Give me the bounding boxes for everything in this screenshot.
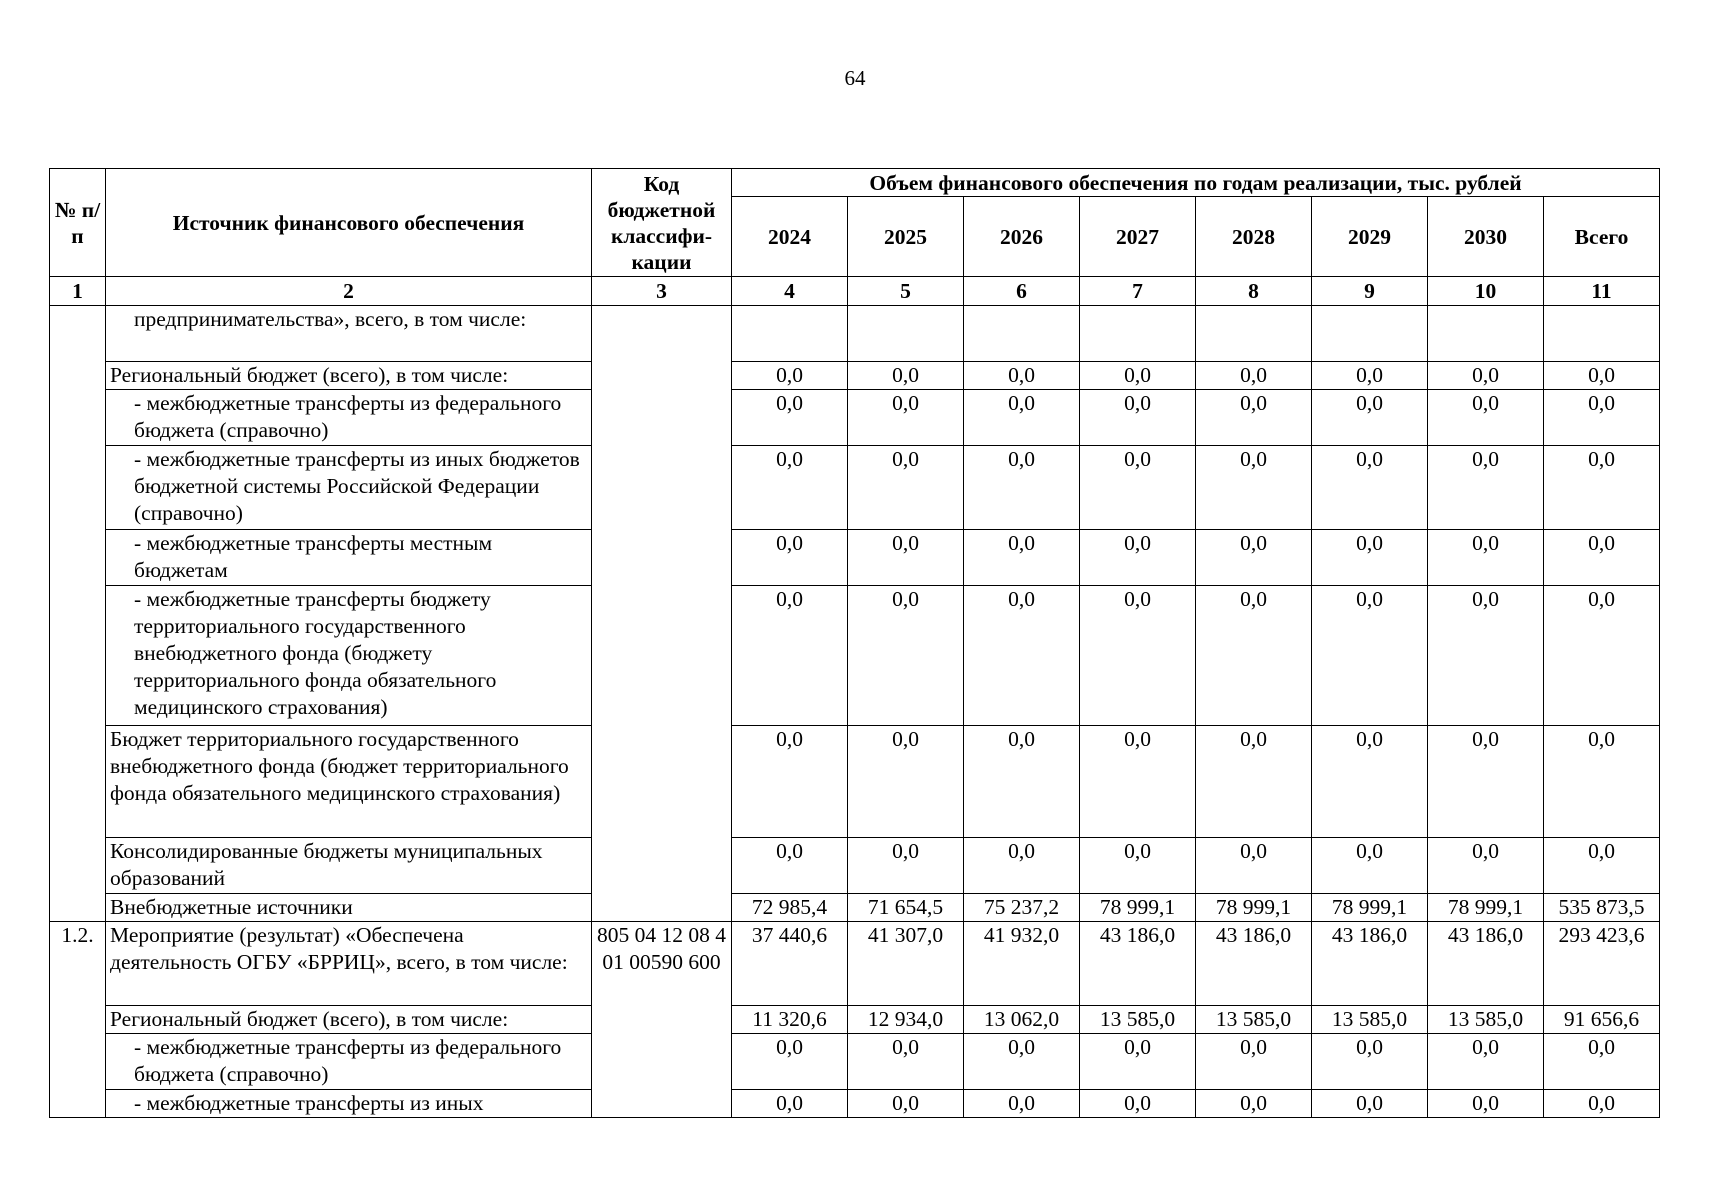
table-row [50, 362, 1660, 390]
cell-value: 0,0 [1196, 1090, 1312, 1118]
header-total: Всего [1544, 197, 1660, 277]
cell-value: 0,0 [1428, 530, 1544, 586]
cell-value: 78 999,1 [1196, 894, 1312, 922]
table-row [50, 838, 1660, 894]
cell-value: 0,0 [1196, 1034, 1312, 1090]
cell-value: 0,0 [964, 390, 1080, 446]
cell-value: 43 186,0 [1196, 922, 1312, 1006]
cell-value: 0,0 [1428, 586, 1544, 726]
cell-value: 72 985,4 [732, 894, 848, 922]
cell-value: 0,0 [1544, 726, 1660, 838]
column-number: 11 [1544, 277, 1660, 306]
column-number: 2 [106, 277, 592, 306]
cell-value: 0,0 [1312, 1034, 1428, 1090]
cell-value: 0,0 [848, 586, 964, 726]
cell-value: 0,0 [964, 530, 1080, 586]
cell-value [1312, 306, 1428, 362]
page-number: 64 [844, 66, 866, 90]
cell-value: 0,0 [732, 446, 848, 530]
cell-value: 0,0 [1312, 390, 1428, 446]
cell-value: 0,0 [1196, 726, 1312, 838]
cell-value: 0,0 [964, 726, 1080, 838]
cell-value: 0,0 [732, 390, 848, 446]
cell-value [1428, 306, 1544, 362]
row-kbk: 805 04 12 08 4 01 00590 600 [592, 922, 732, 1118]
cell-value: 0,0 [1196, 362, 1312, 390]
cell-value: 71 654,5 [848, 894, 964, 922]
cell-value [732, 306, 848, 362]
header-year: 2027 [1080, 197, 1196, 277]
cell-value [964, 306, 1080, 362]
cell-value: 41 307,0 [848, 922, 964, 1006]
table-row [50, 390, 1660, 446]
row-source: предпринимательства», всего, в том числе: [106, 306, 592, 362]
cell-value: 0,0 [964, 838, 1080, 894]
table-row [50, 922, 1660, 1006]
cell-value: 0,0 [964, 1034, 1080, 1090]
cell-value: 43 186,0 [1428, 922, 1544, 1006]
table-row [50, 530, 1660, 586]
cell-value: 0,0 [964, 586, 1080, 726]
cell-value: 293 423,6 [1544, 922, 1660, 1006]
cell-value: 91 656,6 [1544, 1006, 1660, 1034]
cell-value: 11 320,6 [732, 1006, 848, 1034]
row-source: Внебюджетные источники [106, 894, 592, 922]
table-row [50, 446, 1660, 530]
cell-value [1544, 306, 1660, 362]
row-source: - межбюджетные трансферты из федерального бюджета (справочно) [106, 1034, 592, 1090]
column-number: 7 [1080, 277, 1196, 306]
cell-value: 0,0 [1080, 362, 1196, 390]
header-source: Источник финансового обеспечения [106, 169, 592, 277]
table-row [50, 306, 1660, 362]
cell-value: 0,0 [1196, 586, 1312, 726]
cell-value: 0,0 [1080, 586, 1196, 726]
cell-value: 0,0 [1428, 726, 1544, 838]
row-npp: 1.2. [50, 922, 106, 1118]
column-number: 9 [1312, 277, 1428, 306]
cell-value: 0,0 [1080, 530, 1196, 586]
cell-value: 0,0 [1080, 1090, 1196, 1118]
column-number: 10 [1428, 277, 1544, 306]
header-year: 2030 [1428, 197, 1544, 277]
cell-value: 41 932,0 [964, 922, 1080, 1006]
row-source: Бюджет территориального государственного внебюджетного фонда (бюджет территориального фонда обязательного медицинского страхования) [106, 726, 592, 838]
cell-value: 0,0 [1080, 1034, 1196, 1090]
cell-value: 0,0 [848, 726, 964, 838]
cell-value: 75 237,2 [964, 894, 1080, 922]
cell-value: 13 585,0 [1080, 1006, 1196, 1034]
row-source: - межбюджетные трансферты из иных [106, 1090, 592, 1118]
cell-value: 0,0 [732, 1034, 848, 1090]
cell-value: 0,0 [1196, 446, 1312, 530]
cell-value: 0,0 [964, 446, 1080, 530]
financing-table [49, 168, 1660, 1118]
cell-value: 0,0 [1080, 726, 1196, 838]
header-year: 2024 [732, 197, 848, 277]
cell-value: 78 999,1 [1080, 894, 1196, 922]
cell-value [848, 306, 964, 362]
cell-value: 0,0 [732, 1090, 848, 1118]
header-year: 2028 [1196, 197, 1312, 277]
cell-value: 0,0 [1312, 586, 1428, 726]
row-source: - межбюджетные трансферты бюджету территориального государственного внебюджетного фонда (бюджету территориального фонда обязательного медицинского страхования) [106, 586, 592, 726]
column-number: 5 [848, 277, 964, 306]
header-volume: Объем финансового обеспечения по годам реализации, тыс. рублей [732, 169, 1660, 197]
cell-value: 0,0 [1544, 530, 1660, 586]
cell-value: 0,0 [732, 586, 848, 726]
header-year: 2025 [848, 197, 964, 277]
cell-value: 0,0 [1080, 446, 1196, 530]
header-year: 2026 [964, 197, 1080, 277]
cell-value: 0,0 [1428, 362, 1544, 390]
table-row [50, 726, 1660, 838]
header-kbk: Код бюджетной классифи-кации [592, 169, 732, 277]
cell-value: 43 186,0 [1080, 922, 1196, 1006]
cell-value: 13 062,0 [964, 1006, 1080, 1034]
cell-value: 535 873,5 [1544, 894, 1660, 922]
cell-value: 0,0 [964, 1090, 1080, 1118]
cell-value: 0,0 [1428, 1034, 1544, 1090]
row-source: Региональный бюджет (всего), в том числе: [106, 362, 592, 390]
cell-value: 0,0 [732, 726, 848, 838]
cell-value: 0,0 [1428, 838, 1544, 894]
cell-value: 0,0 [1544, 1090, 1660, 1118]
row-source: Региональный бюджет (всего), в том числе: [106, 1006, 592, 1034]
column-number: 6 [964, 277, 1080, 306]
cell-value: 0,0 [848, 362, 964, 390]
cell-value: 0,0 [1544, 838, 1660, 894]
cell-value: 43 186,0 [1312, 922, 1428, 1006]
cell-value: 0,0 [1428, 1090, 1544, 1118]
cell-value: 37 440,6 [732, 922, 848, 1006]
cell-value: 0,0 [732, 530, 848, 586]
row-kbk [592, 306, 732, 922]
row-source: - межбюджетные трансферты из иных бюджетов бюджетной системы Российской Федерации (справочно) [106, 446, 592, 530]
cell-value: 0,0 [1312, 726, 1428, 838]
cell-value: 0,0 [848, 1034, 964, 1090]
cell-value: 0,0 [964, 362, 1080, 390]
cell-value: 0,0 [1544, 1034, 1660, 1090]
cell-value: 0,0 [848, 838, 964, 894]
cell-value: 0,0 [1196, 390, 1312, 446]
cell-value: 0,0 [1196, 530, 1312, 586]
cell-value: 0,0 [1080, 390, 1196, 446]
table-row [50, 1090, 1660, 1118]
cell-value: 0,0 [732, 838, 848, 894]
cell-value: 0,0 [1312, 446, 1428, 530]
cell-value: 0,0 [1080, 838, 1196, 894]
header-year: 2029 [1312, 197, 1428, 277]
cell-value: 13 585,0 [1196, 1006, 1312, 1034]
cell-value: 0,0 [848, 390, 964, 446]
table-row [50, 894, 1660, 922]
cell-value: 0,0 [1428, 446, 1544, 530]
cell-value [1196, 306, 1312, 362]
cell-value: 0,0 [1544, 586, 1660, 726]
column-number: 3 [592, 277, 732, 306]
cell-value: 0,0 [1544, 390, 1660, 446]
cell-value: 78 999,1 [1428, 894, 1544, 922]
cell-value: 12 934,0 [848, 1006, 964, 1034]
cell-value: 0,0 [1544, 446, 1660, 530]
header-npp: № п/п [50, 169, 106, 277]
cell-value: 0,0 [1312, 1090, 1428, 1118]
cell-value: 0,0 [1196, 838, 1312, 894]
cell-value: 0,0 [848, 446, 964, 530]
table-row [50, 1034, 1660, 1090]
cell-value: 0,0 [732, 362, 848, 390]
row-source: - межбюджетные трансферты из федерального бюджета (справочно) [106, 390, 592, 446]
table-row [50, 1006, 1660, 1034]
column-numbers-row [50, 277, 1660, 306]
column-number: 8 [1196, 277, 1312, 306]
row-npp [50, 306, 106, 922]
cell-value: 78 999,1 [1312, 894, 1428, 922]
cell-value: 13 585,0 [1428, 1006, 1544, 1034]
cell-value: 13 585,0 [1312, 1006, 1428, 1034]
column-number: 4 [732, 277, 848, 306]
cell-value: 0,0 [848, 1090, 964, 1118]
column-number: 1 [50, 277, 106, 306]
cell-value: 0,0 [1312, 362, 1428, 390]
row-source: - межбюджетные трансферты местным бюджетам [106, 530, 592, 586]
cell-value [1080, 306, 1196, 362]
cell-value: 0,0 [1312, 530, 1428, 586]
row-source: Консолидированные бюджеты муниципальных образований [106, 838, 592, 894]
cell-value: 0,0 [1428, 390, 1544, 446]
cell-value: 0,0 [1312, 838, 1428, 894]
cell-value: 0,0 [848, 530, 964, 586]
row-source: Мероприятие (результат) «Обеспечена деятельность ОГБУ «БРРИЦ», всего, в том числе: [106, 922, 592, 1006]
cell-value: 0,0 [1544, 362, 1660, 390]
table-row [50, 586, 1660, 726]
